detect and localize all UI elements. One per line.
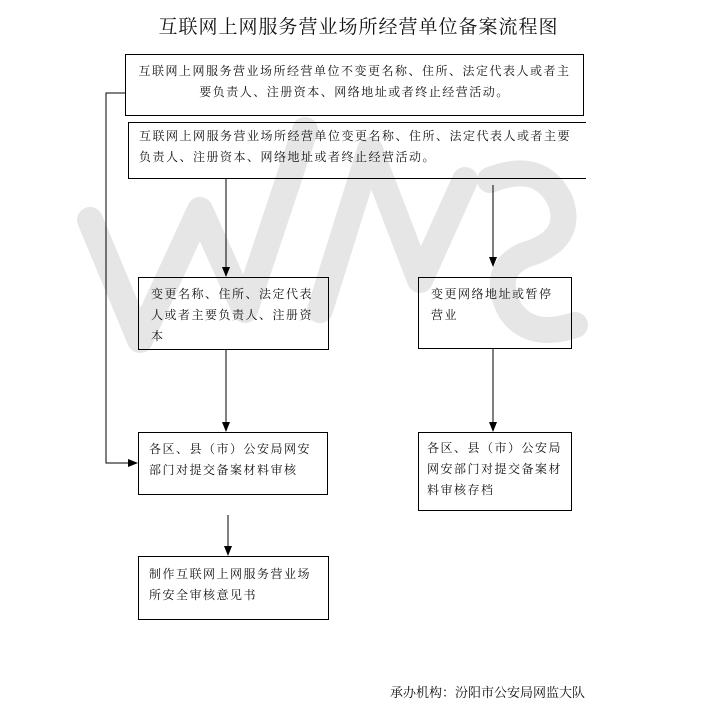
change-network-box: 变更网络地址或暂停营业 <box>418 277 572 349</box>
footer-organization: 承办机构：汾阳市公安局网监大队 <box>390 686 586 701</box>
flowchart-title: 互联网上网服务营业场所经营单位备案流程图 <box>158 16 559 38</box>
no-change-box: 互联网上网服务营业场所经营单位不变更名称、住所、法定代表人或者主要负责人、注册资本、网络地址或者终止经营活动。 <box>125 54 584 116</box>
arrow-no-change-to-review <box>106 93 137 463</box>
submit-archive-box: 各区、县（市）公安局网安部门对提交备案材料审核存档 <box>418 432 572 511</box>
change-box: 互联网上网服务营业场所经营单位变更名称、住所、法定代表人或者主要负责人、注册资本、网络地址或者终止经营活动。 <box>128 122 586 179</box>
change-name-box: 变更名称、住所、法定代表人或者主要负责人、注册资本 <box>138 277 329 350</box>
issue-opinion-box: 制作互联网上网服务营业场所安全审核意见书 <box>138 556 329 620</box>
submit-review-box: 各区、县（市）公安局网安部门对提交备案材料审核 <box>138 432 328 495</box>
